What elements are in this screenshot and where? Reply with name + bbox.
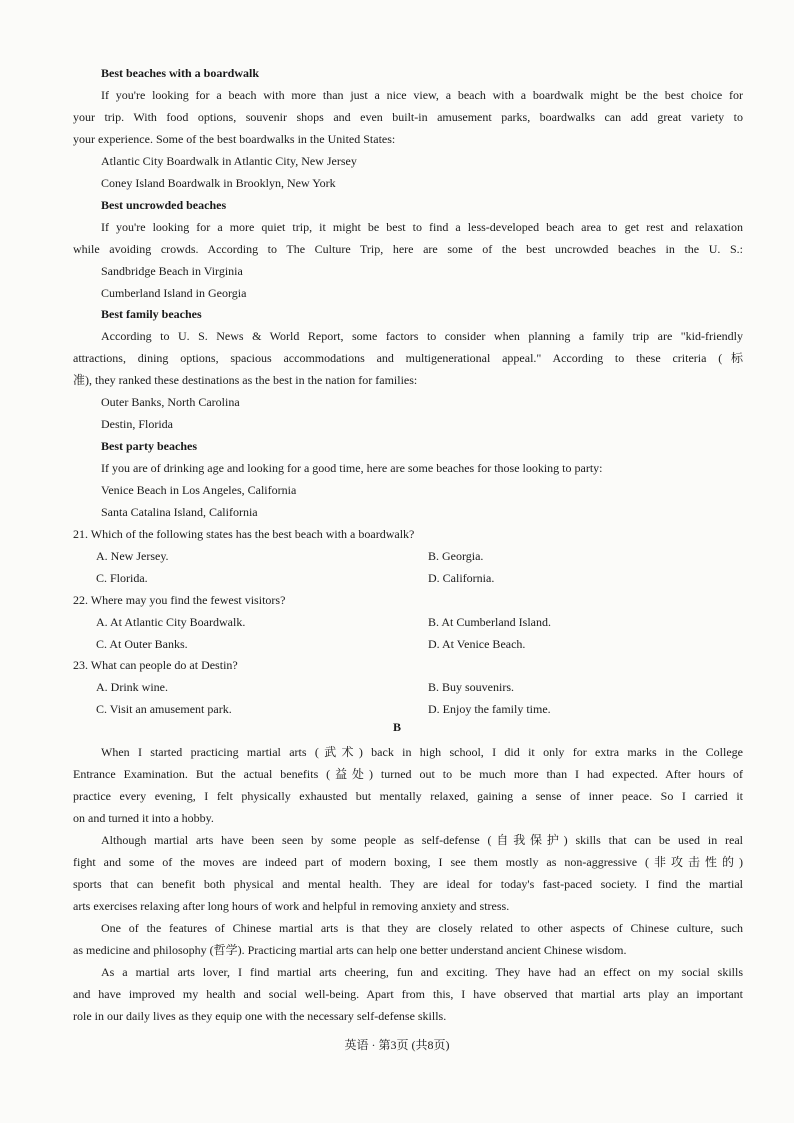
text-line: When I started practicing martial arts (武术) back in high school, I did it only for extra marks in the College (101, 745, 743, 759)
text-line: If you're looking for a beach with more than just a nice view, a beach with a boardwalk might be the best choice for (101, 88, 743, 102)
text-line: fight and some of the moves are indeed part of modern boxing, I see them mostly as non-aggressive (非攻击性的) (73, 855, 743, 869)
option-a: A. Drink wine. (96, 680, 168, 694)
text-line: as medicine and philosophy (哲学). Practicing martial arts can help one better understand ancient Chinese wisdom. (73, 943, 627, 957)
text-line: 准), they ranked these destinations as the best in the nation for families: (73, 373, 418, 387)
option-b: B. At Cumberland Island. (428, 615, 551, 629)
text-line: If you are of drinking age and looking for a good time, here are some beaches for those looking to party: (101, 461, 603, 475)
question-stem: 22. Where may you find the fewest visitors? (73, 593, 286, 607)
text-line: As a martial arts lover, I find martial arts cheering, fun and exciting. They have had an effect on my social skills (101, 965, 743, 979)
text-line: your experience. Some of the best boardwalks in the United States: (73, 132, 396, 146)
option-d: D. California. (428, 571, 495, 585)
text-line: on and turned it into a hobby. (73, 811, 214, 825)
option-c: C. Visit an amusement park. (96, 702, 232, 716)
section-label-b: B (392, 720, 401, 734)
list-item: Destin, Florida (101, 417, 173, 431)
heading-family: Best family beaches (101, 307, 202, 321)
option-d: D. Enjoy the family time. (428, 702, 551, 716)
list-item: Venice Beach in Los Angeles, California (101, 483, 297, 497)
list-item: Coney Island Boardwalk in Brooklyn, New York (101, 176, 336, 190)
option-b: B. Georgia. (428, 549, 484, 563)
text-line: while avoiding crowds. According to The Culture Trip, here are some of the best uncrowded beaches in the U. S.: (73, 242, 743, 256)
text-line: Entrance Examination. But the actual benefits (益处) turned out to be much more than I had expected. After hours of (73, 767, 743, 781)
option-c: C. Florida. (96, 571, 148, 585)
heading-party: Best party beaches (101, 439, 197, 453)
page-footer: 英语 · 第3页 (共8页) (344, 1038, 450, 1052)
question-stem: 21. Which of the following states has the best beach with a boardwalk? (73, 527, 415, 541)
text-line: your trip. With food options, souvenir shops and even built-in amusement parks, boardwalks can add great variety to (73, 110, 743, 124)
text-line: If you're looking for a more quiet trip, it might be best to find a less-developed beach area to get rest and relaxation (101, 220, 743, 234)
text-line: attractions, dining options, spacious accommodations and multigenerational appeal." According to these criteria (标 (73, 351, 743, 365)
question-stem: 23. What can people do at Destin? (73, 658, 238, 672)
option-c: C. At Outer Banks. (96, 637, 188, 651)
option-a: A. At Atlantic City Boardwalk. (96, 615, 246, 629)
list-item: Cumberland Island in Georgia (101, 286, 247, 300)
text-line: role in our daily lives as they equip one with the necessary self-defense skills. (73, 1009, 447, 1023)
option-a: A. New Jersey. (96, 549, 169, 563)
text-line: arts exercises relaxing after long hours of work and helpful in removing anxiety and stress. (73, 899, 510, 913)
list-item: Santa Catalina Island, California (101, 505, 258, 519)
heading-boardwalk: Best beaches with a boardwalk (101, 66, 260, 80)
list-item: Outer Banks, North Carolina (101, 395, 240, 409)
text-line: One of the features of Chinese martial arts is that they are closely related to other aspects of Chinese culture, such (101, 921, 743, 935)
list-item: Sandbridge Beach in Virginia (101, 264, 243, 278)
option-d: D. At Venice Beach. (428, 637, 526, 651)
heading-uncrowded: Best uncrowded beaches (101, 198, 227, 212)
text-line: Although martial arts have been seen by some people as self-defense (自我保护) skills that can be used in real (101, 833, 743, 847)
text-line: practice every evening, I felt physically exhausted but mentally relaxed, gaining a sense of inner peace. So I carried it (73, 789, 743, 803)
list-item: Atlantic City Boardwalk in Atlantic City, New Jersey (101, 154, 357, 168)
text-line: According to U. S. News & World Report, some factors to consider when planning a family trip are "kid-friendly (101, 329, 743, 343)
option-b: B. Buy souvenirs. (428, 680, 515, 694)
text-line: sports that can benefit both physical and mental health. They are ideal for today's fast-paced society. I find the martial (73, 877, 743, 891)
text-line: and have improved my health and social well-being. Apart from this, I have observed that martial arts play an important (73, 987, 743, 1001)
